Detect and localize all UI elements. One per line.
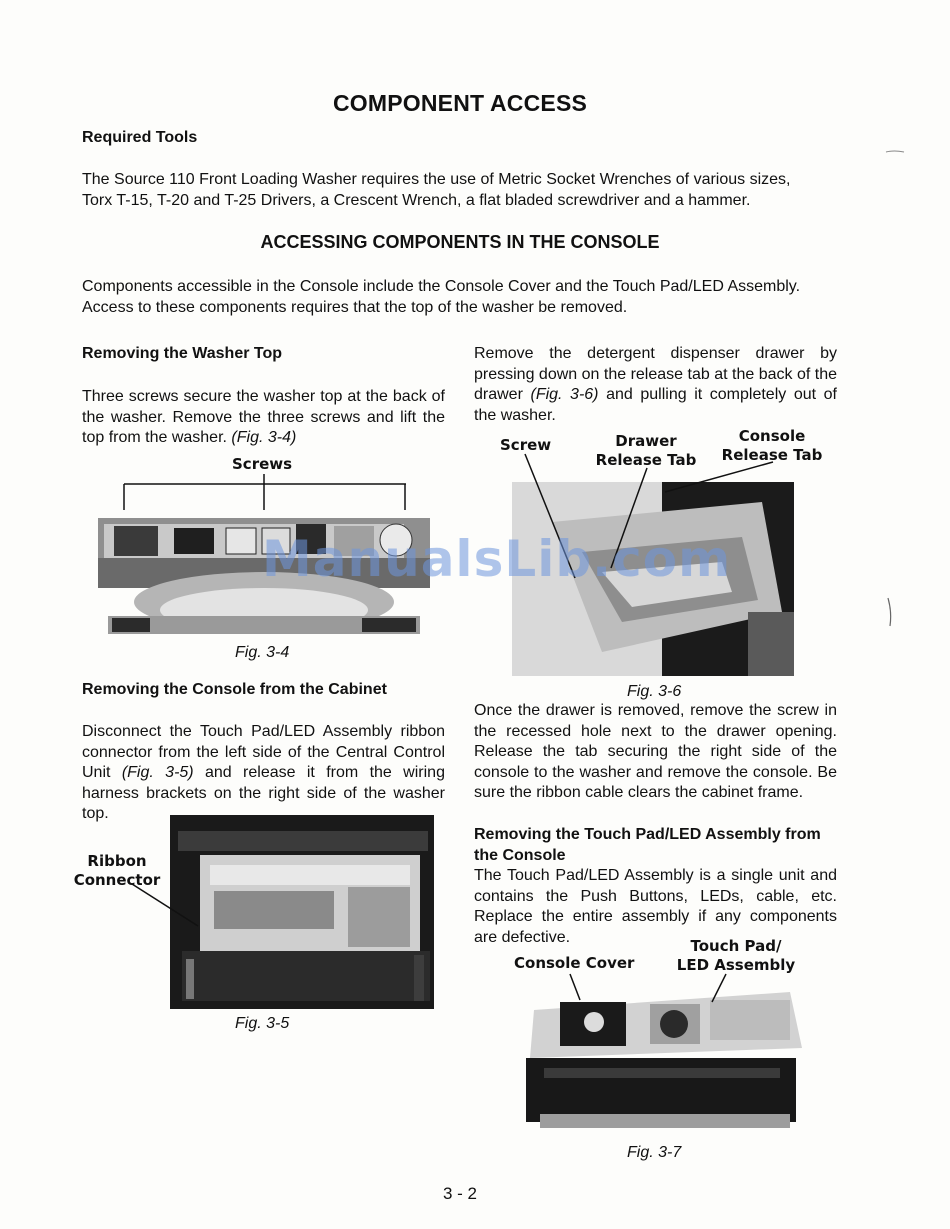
callout-line-2: Connector: [73, 871, 161, 889]
required-tools-heading: Required Tools: [82, 129, 198, 146]
fig-3-5-reference: (Fig. 3-5): [121, 764, 194, 781]
console-section-heading: ACCESSING COMPONENTS IN THE CONSOLE: [260, 232, 660, 252]
fig-3-7-leader-lines: [564, 972, 734, 1006]
callout-line-2: Release Tab: [721, 446, 823, 464]
fig-3-5-leader-line: [130, 880, 200, 930]
fig-3-7-console-cover-callout: Console Cover: [514, 954, 635, 972]
drawer-body-b: and pulling it completely out of the washer.: [474, 386, 837, 424]
console-intro-text: Components accessible in the Console include the Console Cover and the Touch Pad/LED Assembly. Access to these components requires that the top of the washer be removed.: [82, 278, 801, 316]
touchpad-heading: Removing the Touch Pad/LED Assembly from the Console: [474, 826, 821, 864]
drawer-removal-text: [474, 344, 837, 426]
callout-line-2: Release Tab: [595, 451, 697, 469]
page-title: COMPONENT ACCESS: [332, 90, 588, 116]
callout-line-2: LED Assembly: [676, 956, 796, 974]
console-cabinet-body-b: and release it from the wiring harness brackets on the right side of the washer top.: [82, 764, 445, 822]
fig-3-5-caption: Fig. 3-5: [235, 1015, 290, 1032]
scan-margin-marks: [880, 140, 910, 640]
touchpad-text: The Touch Pad/LED Assembly is a single unit and contains the Push Buttons, LEDs, cable, etc. Replace the entire assembly if any components are defective.: [474, 867, 837, 946]
page-number: 3 - 2: [442, 1184, 478, 1203]
callout-line-1: Drawer: [615, 432, 677, 450]
fig-3-6-reference: (Fig. 3-6): [530, 386, 599, 403]
fig-3-7-photo-console: [520, 986, 802, 1134]
washer-top-heading: Removing the Washer Top: [82, 345, 283, 362]
fig-3-4-caption: Fig. 3-4: [235, 644, 290, 661]
fig-3-7-touch-pad-led-callout: [674, 937, 798, 975]
console-cabinet-body-a: Disconnect the Touch Pad/LED Assembly ribbon connector from the left side of the Central Control Unit: [82, 723, 445, 781]
callout-line-1: Console: [738, 427, 806, 445]
callout-line-1: Touch Pad/: [690, 937, 782, 955]
fig-3-4-reference: (Fig. 3-4): [231, 429, 297, 446]
drawer-removed-text: Once the drawer is removed, remove the screw in the recessed hole next to the drawer opening. Release the tab securing the right side of the console to the washer and remove the console. Be sure the ribbon cable clears the cabinet frame.: [474, 702, 837, 801]
callout-line-1: Ribbon: [87, 852, 147, 870]
watermark: ManualsLib.com: [262, 530, 732, 588]
fig-3-7-caption: Fig. 3-7: [627, 1144, 682, 1161]
washer-top-text: [82, 387, 445, 449]
fig-3-5-photo-control-unit: [170, 815, 434, 1009]
console-cabinet-text: [82, 722, 445, 825]
washer-top-body: Three screws secure the washer top at the back of the washer. Remove the three screws and lift the top from the washer.: [82, 388, 445, 446]
required-tools-text: The Source 110 Front Loading Washer requires the use of Metric Socket Wrenches of various sizes, Torx T-15, T-20 and T-25 Drivers, a Crescent Wrench, a flat bladed screwdriver and a hammer.: [82, 171, 791, 209]
fig-3-6-caption: Fig. 3-6: [627, 683, 682, 700]
drawer-body-a: Remove the detergent dispenser drawer by pressing down on the release tab at the back of the drawer: [474, 345, 837, 403]
fig-3-6-screw-callout: Screw: [500, 436, 552, 454]
fig-3-4-screws-callout: Screws: [232, 455, 293, 473]
console-cabinet-heading: Removing the Console from the Cabinet: [82, 681, 387, 698]
